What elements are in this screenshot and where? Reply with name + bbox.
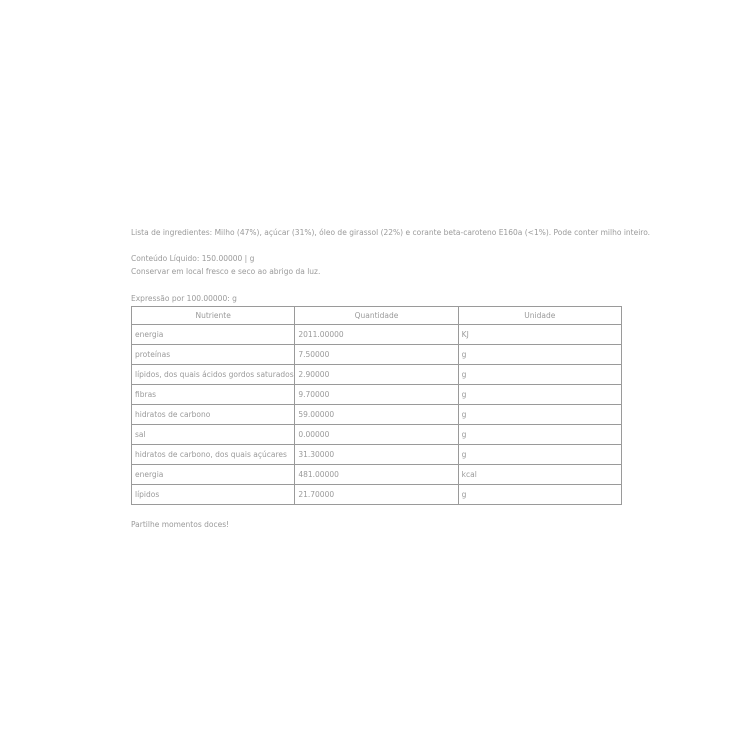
header-quantidade: Quantidade bbox=[295, 307, 458, 325]
table-row bbox=[132, 365, 622, 385]
product-info bbox=[131, 226, 651, 531]
nutrition-expression: Expressão por 100.00000: g bbox=[131, 294, 237, 303]
cell-unit: g bbox=[458, 405, 621, 425]
cell-quantity: 21.70000 bbox=[295, 485, 458, 505]
table-header-row bbox=[132, 307, 622, 325]
ingredients-list: Lista de ingredientes: Milho (47%), açúcar (31%), óleo de girassol (22%) e corante beta-caroteno E160a (<1%). Pode conter milho inteiro. bbox=[131, 228, 651, 237]
cell-quantity: 0.00000 bbox=[295, 425, 458, 445]
cell-nutrient: lípidos, dos quais ácidos gordos saturados bbox=[132, 365, 295, 385]
cell-quantity: 9.70000 bbox=[295, 385, 458, 405]
table-row bbox=[132, 385, 622, 405]
table-row bbox=[132, 425, 622, 445]
storage-instructions: Conservar em local fresco e seco ao abrigo da luz. bbox=[131, 267, 321, 276]
cell-unit: KJ bbox=[458, 325, 621, 345]
table-row bbox=[132, 465, 622, 485]
cell-nutrient: hidratos de carbono, dos quais açúcares bbox=[132, 445, 295, 465]
cell-unit: kcal bbox=[458, 465, 621, 485]
cell-quantity: 31.30000 bbox=[295, 445, 458, 465]
table-row bbox=[132, 345, 622, 365]
header-unidade: Unidade bbox=[458, 307, 621, 325]
cell-nutrient: hidratos de carbono bbox=[132, 405, 295, 425]
cell-nutrient: lípidos bbox=[132, 485, 295, 505]
net-content: Conteúdo Líquido: 150.00000 | g bbox=[131, 254, 255, 263]
cell-unit: g bbox=[458, 345, 621, 365]
cell-nutrient: energia bbox=[132, 325, 295, 345]
closing-message: Partilhe momentos doces! bbox=[131, 520, 230, 529]
cell-nutrient: proteínas bbox=[132, 345, 295, 365]
cell-unit: g bbox=[458, 445, 621, 465]
table-row bbox=[132, 325, 622, 345]
cell-nutrient: energia bbox=[132, 465, 295, 485]
cell-nutrient: sal bbox=[132, 425, 295, 445]
cell-quantity: 59.00000 bbox=[295, 405, 458, 425]
cell-unit: g bbox=[458, 425, 621, 445]
header-nutriente: Nutriente bbox=[132, 307, 295, 325]
table-row bbox=[132, 405, 622, 425]
cell-unit: g bbox=[458, 365, 621, 385]
cell-quantity: 481.00000 bbox=[295, 465, 458, 485]
table-row bbox=[132, 445, 622, 465]
nutrition-table bbox=[131, 306, 622, 505]
cell-nutrient: fibras bbox=[132, 385, 295, 405]
cell-quantity: 2.90000 bbox=[295, 365, 458, 385]
cell-unit: g bbox=[458, 485, 621, 505]
table-row bbox=[132, 485, 622, 505]
cell-quantity: 7.50000 bbox=[295, 345, 458, 365]
cell-quantity: 2011.00000 bbox=[295, 325, 458, 345]
cell-unit: g bbox=[458, 385, 621, 405]
